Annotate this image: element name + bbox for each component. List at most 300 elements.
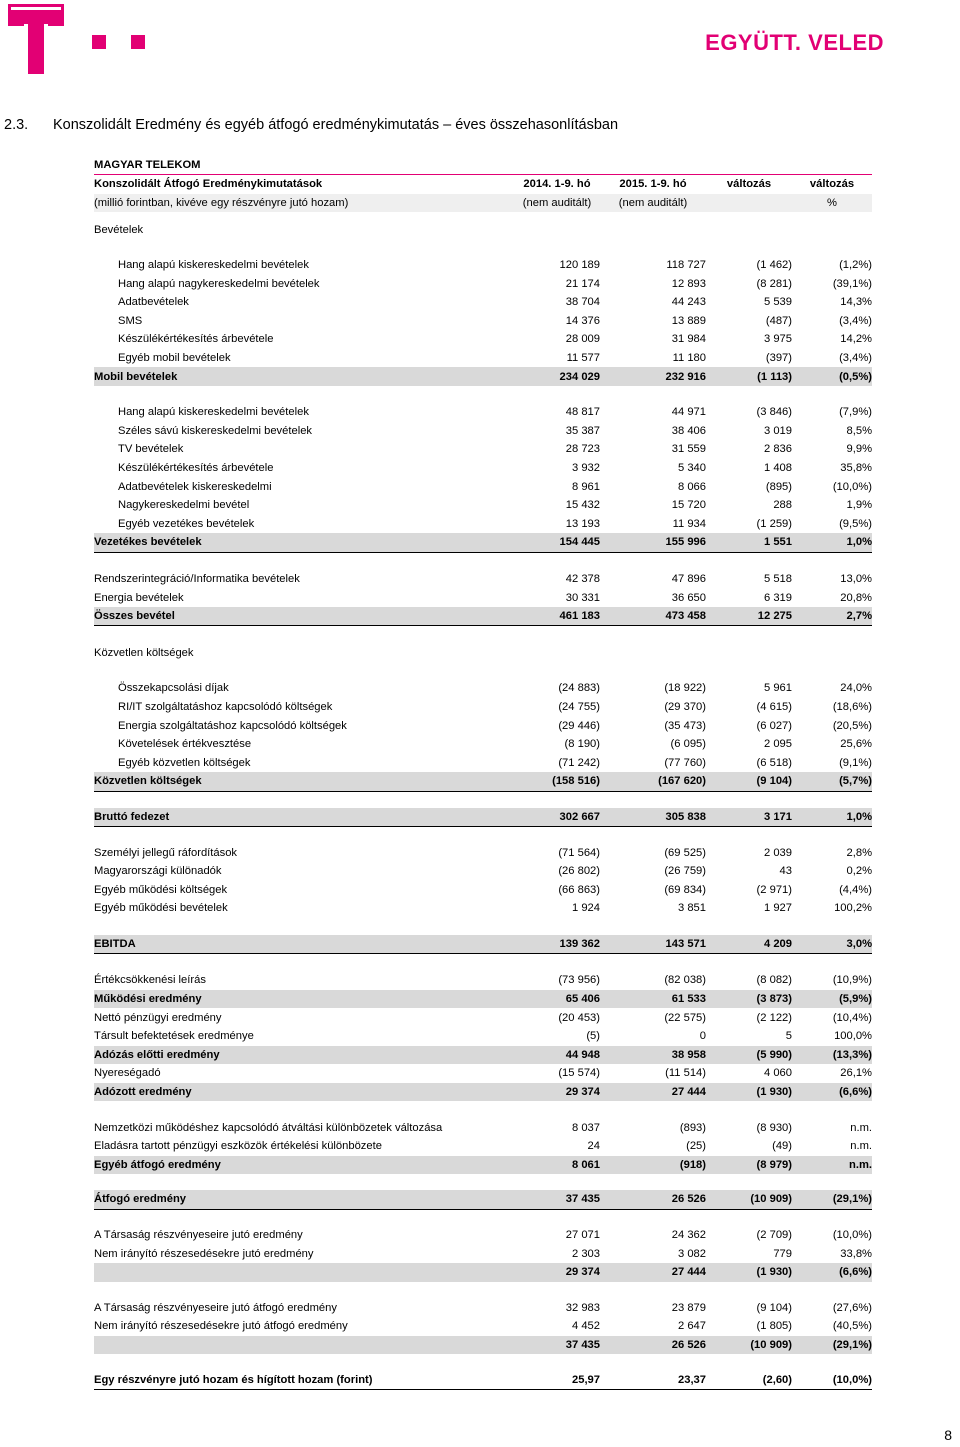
change-value: (487) [765,314,792,327]
value-2015: 15 720 [671,499,706,512]
change-percent: 14,2% [840,333,873,346]
value-2014: 29 374 [514,1083,600,1102]
change-percent: n.m. [850,1121,873,1134]
value-2014: 120 189 [559,259,600,272]
total-row [94,772,872,791]
change-value: 12 275 [706,607,792,626]
value-2015: (22 575) [664,1011,706,1024]
section-label: Közvetlen költségek [94,646,194,659]
value-2014: 1 924 [572,902,600,915]
spacer-row [94,1354,872,1370]
change-value: 1 408 [764,462,792,475]
spacer-cell [94,1101,872,1118]
table-row [94,1299,872,1318]
total-row [94,1263,872,1282]
change-value: (6 518) [756,756,792,769]
spacer-row [94,918,872,935]
spacer-row [94,1209,872,1226]
table-row [94,403,872,422]
column-header-change: változás [726,178,772,191]
change-percent: 0,2% [846,865,873,878]
change-value: (10 909) [706,1190,792,1209]
change-value: 2 039 [764,846,792,859]
row-label: RI/IT szolgáltatáshoz kapcsolódó költségek [118,700,333,713]
change-percent: (29,1%) [792,1190,872,1209]
spacer-cell [94,827,872,844]
total-row [94,1156,872,1175]
table-row [94,422,872,441]
value-2014: 13 193 [565,517,600,530]
value-2015: 23,37 [600,1370,706,1389]
value-2014: 302 667 [514,808,600,827]
change-percent: n.m. [850,1140,873,1153]
change-value: 5 961 [764,682,792,695]
table-row [94,1008,872,1027]
table-row [94,862,872,881]
change-percent: (20,5%) [832,719,873,732]
row-label: Nyereségadó [94,1067,161,1080]
spacer-row [94,662,872,679]
row-label: Nagykereskedelmi bevétel [118,499,250,512]
row-label: Vezetékes bevételek [94,533,514,552]
change-value: (2 971) [756,883,792,896]
spacer-row [94,791,872,808]
change-value: (3 873) [706,990,792,1009]
change-percent: (6,6%) [792,1083,872,1102]
value-2014: 8 037 [572,1121,600,1134]
value-2015: 143 571 [600,935,706,954]
income-statement-table [94,156,872,1390]
row-label: Közvetlen költségek [94,772,514,791]
table-row [94,312,872,331]
change-value: 4 209 [706,935,792,954]
value-2015: 232 916 [600,367,706,386]
table-subtitle: (millió forintban, kivéve egy részvényre jutó hozam) [94,194,514,213]
value-2014: 8 061 [514,1156,600,1175]
section-title: Konszolidált Eredmény és egyéb átfogó eredménykimutatás – éves összehasonlításban [53,117,619,133]
row-label: Adózott eredmény [94,1083,514,1102]
column-subheader-change [706,194,792,213]
change-percent: (3,4%) [839,314,873,327]
change-percent: (0,5%) [792,367,872,386]
spacer-cell [94,918,872,935]
row-label: Rendszerintegráció/Informatika bevételek [94,572,300,585]
change-percent: n.m. [792,1156,872,1175]
change-value: (1 805) [756,1320,792,1333]
value-2015: 13 889 [671,314,706,327]
spacer-cell [94,212,872,221]
value-2015: 47 896 [671,572,706,585]
spacer-row [94,386,872,403]
change-value: (5 990) [706,1046,792,1065]
column-subheader-2015: (nem auditált) [600,194,706,213]
table-row [94,440,872,459]
row-label: Széles sávú kiskereskedelmi bevételek [118,424,313,437]
total-row [94,367,872,386]
value-2014: 44 948 [514,1046,600,1065]
change-percent: 2,8% [846,846,873,859]
value-2015: 38 958 [600,1046,706,1065]
value-2014: (71 242) [558,756,600,769]
value-2014: 139 362 [514,935,600,954]
row-label: Egyéb működési költségek [94,883,228,896]
table-row [94,349,872,368]
row-label: Energia bevételek [94,591,184,604]
value-2014: (5) [586,1030,600,1043]
value-2015: (69 525) [664,846,706,859]
change-percent: 2,7% [792,607,872,626]
value-2014: (158 516) [514,772,600,791]
row-label: Átfogó eredmény [94,1190,514,1209]
change-percent: (1,2%) [839,259,873,272]
change-percent: (3,4%) [839,352,873,365]
value-2015: (18 922) [664,682,706,695]
spacer-row [94,1101,872,1118]
value-2014: 4 452 [572,1320,600,1333]
change-value: (2,60) [706,1370,792,1389]
change-value: 5 518 [764,572,792,585]
row-label: Hang alapú kiskereskedelmi bevételek [118,406,309,419]
row-label: Egyéb átfogó eredmény [94,1156,514,1175]
brand-slogan: EGYÜTT. VELED [705,30,884,55]
value-2015: 118 727 [666,259,706,272]
value-2014: 37 435 [514,1190,600,1209]
total-row [94,1190,872,1209]
row-label: EBITDA [94,935,514,954]
change-percent: (10,0%) [832,480,873,493]
spacer-cell [94,1209,872,1226]
column-header-change-percent: változás [809,178,855,191]
table-company-row [94,156,872,175]
value-2014: 42 378 [565,572,600,585]
value-2015: 0 [699,1030,706,1043]
table-row [94,293,872,312]
change-value: (3 846) [756,406,792,419]
spacer-cell [94,791,872,808]
change-percent: 24,0% [840,682,873,695]
table-row [94,753,872,772]
value-2015: 8 066 [678,480,706,493]
change-value: 43 [779,865,792,878]
value-2015: 44 971 [671,406,706,419]
value-2015: 31 559 [671,443,706,456]
change-value: (8 082) [756,974,792,987]
spacer-row [94,954,872,972]
row-label: Nem irányító részesedésekre jutó átfogó eredmény [94,1320,348,1333]
row-label: Nettó pénzügyi eredmény [94,1011,222,1024]
row-label: A Társaság részvényeseire jutó eredmény [94,1229,303,1242]
value-2015: 27 444 [600,1263,706,1282]
telekom-t-logo-icon [8,4,64,74]
change-value: (1 113) [706,367,792,386]
change-value: (9 104) [706,772,792,791]
value-2014: (20 453) [558,1011,600,1024]
value-2015: 473 458 [600,607,706,626]
row-label: Egyéb mobil bevételek [118,352,231,365]
change-percent: (39,1%) [832,277,873,290]
value-2014: (73 956) [558,974,600,987]
company-name: MAGYAR TELEKOM [94,156,872,175]
change-percent: 100,2% [834,902,873,915]
total-row [94,1046,872,1065]
change-percent: 14,3% [840,296,873,309]
change-percent: (4,4%) [839,883,873,896]
spacer-cell [94,1174,872,1190]
value-2014: 65 406 [514,990,600,1009]
column-header-2014: 2014. 1-9. hó [523,178,591,191]
total-row [94,1370,872,1389]
value-2014: (8 190) [564,738,600,751]
row-label: Társult befektetések eredménye [94,1030,254,1043]
value-2015: 3 851 [678,902,706,915]
spacer-row [94,212,872,221]
value-2015: 31 984 [671,333,706,346]
spacer-cell [94,954,872,972]
value-2014: 37 435 [514,1336,600,1355]
change-value: 1 551 [706,533,792,552]
row-label: A Társaság részvényeseire jutó átfogó eredmény [94,1301,337,1314]
value-2014: (71 564) [558,846,600,859]
change-percent: 1,0% [792,533,872,552]
value-2015: 44 243 [671,296,706,309]
change-value: (1 462) [756,259,792,272]
table-subheader-row [94,194,872,213]
value-2014: (66 863) [558,883,600,896]
table-row [94,880,872,899]
page-number: 8 [944,1427,952,1443]
spacer-row [94,240,872,256]
value-2015: (77 760) [664,756,706,769]
spacer-row [94,552,872,570]
table-row [94,971,872,990]
value-2015: 305 838 [600,808,706,827]
column-subheader-percent: % [792,194,872,213]
change-percent: (40,5%) [832,1320,873,1333]
change-value: 2 095 [764,738,792,751]
table-row [94,588,872,607]
change-value: (49) [772,1140,792,1153]
column-header-2015: 2015. 1-9. hó [619,178,687,191]
change-percent: (6,6%) [792,1263,872,1282]
value-2015: (69 834) [664,883,706,896]
change-percent: 3,0% [792,935,872,954]
table-row [94,698,872,717]
change-value: (9 104) [756,1301,792,1314]
change-value: 779 [773,1247,792,1260]
section-number: 2.3. [4,117,29,133]
change-percent: (10,9%) [832,974,873,987]
change-value: 2 836 [764,443,792,456]
value-2015: 5 340 [678,462,706,475]
change-value: 3 019 [764,424,792,437]
table-row [94,1244,872,1263]
change-percent: (7,9%) [839,406,873,419]
change-value: (8 930) [756,1121,792,1134]
column-subheader-2014: (nem auditált) [514,194,600,213]
value-2014: 14 376 [565,314,600,327]
change-percent: (13,3%) [792,1046,872,1065]
change-value: 3 171 [706,808,792,827]
value-2014: 15 432 [565,499,600,512]
change-percent: (9,1%) [839,756,873,769]
value-2014: 28 009 [565,333,600,346]
value-2015: (11 514) [665,1067,706,1080]
change-percent: (5,9%) [792,990,872,1009]
value-2014: 32 983 [565,1301,600,1314]
table-row [94,1317,872,1336]
change-value: 4 060 [764,1067,792,1080]
value-2015: 2 647 [678,1320,706,1333]
section-label-row [94,643,872,662]
value-2015: 36 650 [671,591,706,604]
row-label: Követelések értékvesztése [118,738,252,751]
table-row [94,515,872,534]
change-percent: (27,6%) [832,1301,873,1314]
change-percent: (5,7%) [792,772,872,791]
value-2014: 29 374 [514,1263,600,1282]
value-2014: 3 932 [572,462,600,475]
spacer-cell [94,240,872,256]
spacer-row [94,626,872,644]
value-2015: 155 996 [600,533,706,552]
table-row [94,679,872,698]
change-value: 288 [773,499,792,512]
spacer-cell [94,1354,872,1370]
total-row [94,1336,872,1355]
value-2014: 2 303 [572,1247,600,1260]
value-2014: 28 723 [565,443,600,456]
change-percent: 33,8% [840,1247,873,1260]
value-2015: 23 879 [671,1301,706,1314]
value-2014: (26 802) [558,865,600,878]
spacer-cell [94,552,872,570]
table-row [94,1226,872,1245]
change-percent: 20,8% [840,591,873,604]
table-row [94,256,872,275]
section-label-row [94,221,872,240]
table-row [94,1137,872,1156]
total-row [94,990,872,1009]
row-label: TV bevételek [118,443,184,456]
row-label: Magyarországi különadók [94,865,222,878]
value-2014: (15 574) [558,1067,600,1080]
change-value: (1 930) [706,1263,792,1282]
row-label: Hang alapú nagykereskedelmi bevételek [118,277,320,290]
value-2014: (24 883) [558,682,600,695]
value-2015: (918) [600,1156,706,1175]
value-2015: 61 533 [600,990,706,1009]
change-value: (1 930) [706,1083,792,1102]
value-2014: 27 071 [565,1229,600,1242]
value-2015: 3 082 [678,1247,706,1260]
table-row [94,843,872,862]
change-percent: 100,0% [834,1030,873,1043]
change-value: (2 122) [756,1011,792,1024]
row-label [94,1263,514,1282]
row-label: Összekapcsolási díjak [118,682,229,695]
total-row [94,1083,872,1102]
change-value: (8 281) [756,277,792,290]
table-row [94,1118,872,1137]
table-row [94,477,872,496]
row-label: Egyéb működési bevételek [94,902,228,915]
spacer-cell [94,626,872,644]
table-row [94,735,872,754]
row-label: Bruttó fedezet [94,808,514,827]
value-2015: 24 362 [671,1229,706,1242]
change-percent: 1,0% [792,808,872,827]
spacer-cell [94,662,872,679]
brand-dot-icon [92,35,106,49]
row-label: Készülékértékesítés árbevétele [118,462,274,475]
row-label: Egyéb közvetlen költségek [118,756,251,769]
table-row [94,1027,872,1046]
table-title: Konszolidált Átfogó Eredménykimutatások [94,178,323,191]
change-percent: 25,6% [840,738,873,751]
value-2015: (893) [679,1121,706,1134]
change-value: (4 615) [756,700,792,713]
section-label: Bevételek [94,224,144,237]
change-percent: (10,4%) [832,1011,873,1024]
change-percent: (9,5%) [839,517,873,530]
row-label: Energia szolgáltatáshoz kapcsolódó költségek [118,719,347,732]
page-header [0,0,960,80]
value-2015: (167 620) [600,772,706,791]
value-2014: 234 029 [514,367,600,386]
value-2014: 25,97 [514,1370,600,1389]
row-label: Hang alapú kiskereskedelmi bevételek [118,259,309,272]
change-value: (8 979) [706,1156,792,1175]
change-value: 3 975 [764,333,792,346]
value-2015: 27 444 [600,1083,706,1102]
spacer-cell [94,1282,872,1299]
row-label: Működési eredmény [94,990,514,1009]
value-2014: 21 174 [565,277,600,290]
value-2014: 8 961 [572,480,600,493]
row-label: Eladásra tartott pénzügyi eszközök értékelési különbözete [94,1140,382,1153]
row-label: Nem irányító részesedésekre jutó eredmény [94,1247,314,1260]
value-2015: 26 526 [600,1190,706,1209]
change-percent: 35,8% [840,462,873,475]
row-label: Készülékértékesítés árbevétele [118,333,274,346]
change-value: (2 709) [756,1229,792,1242]
value-2015: 26 526 [600,1336,706,1355]
change-percent: 9,9% [846,443,873,456]
change-percent: (18,6%) [832,700,873,713]
table-header-row [94,175,872,194]
change-value: (895) [765,480,792,493]
change-percent: (29,1%) [792,1336,872,1355]
change-value: 1 927 [764,902,792,915]
row-label: Egyéb vezetékes bevételek [118,517,255,530]
change-value: (1 259) [756,517,792,530]
row-label: Adózás előtti eredmény [94,1046,514,1065]
change-percent: (10,0%) [792,1370,872,1389]
value-2015: (29 370) [664,700,706,713]
row-label: Nemzetközi működéshez kapcsolódó átváltási különbözetek változása [94,1121,443,1134]
change-value: (10 909) [706,1336,792,1355]
value-2015: 38 406 [671,424,706,437]
brand-dot-icon [131,35,145,49]
spacer-cell [94,386,872,403]
value-2014: 11 577 [566,352,600,365]
table-row [94,716,872,735]
value-2015: (6 095) [670,738,706,751]
change-value: 6 319 [764,591,792,604]
row-label: Adatbevételek kiskereskedelmi [118,480,272,493]
table-row [94,1064,872,1083]
spacer-row [94,827,872,844]
